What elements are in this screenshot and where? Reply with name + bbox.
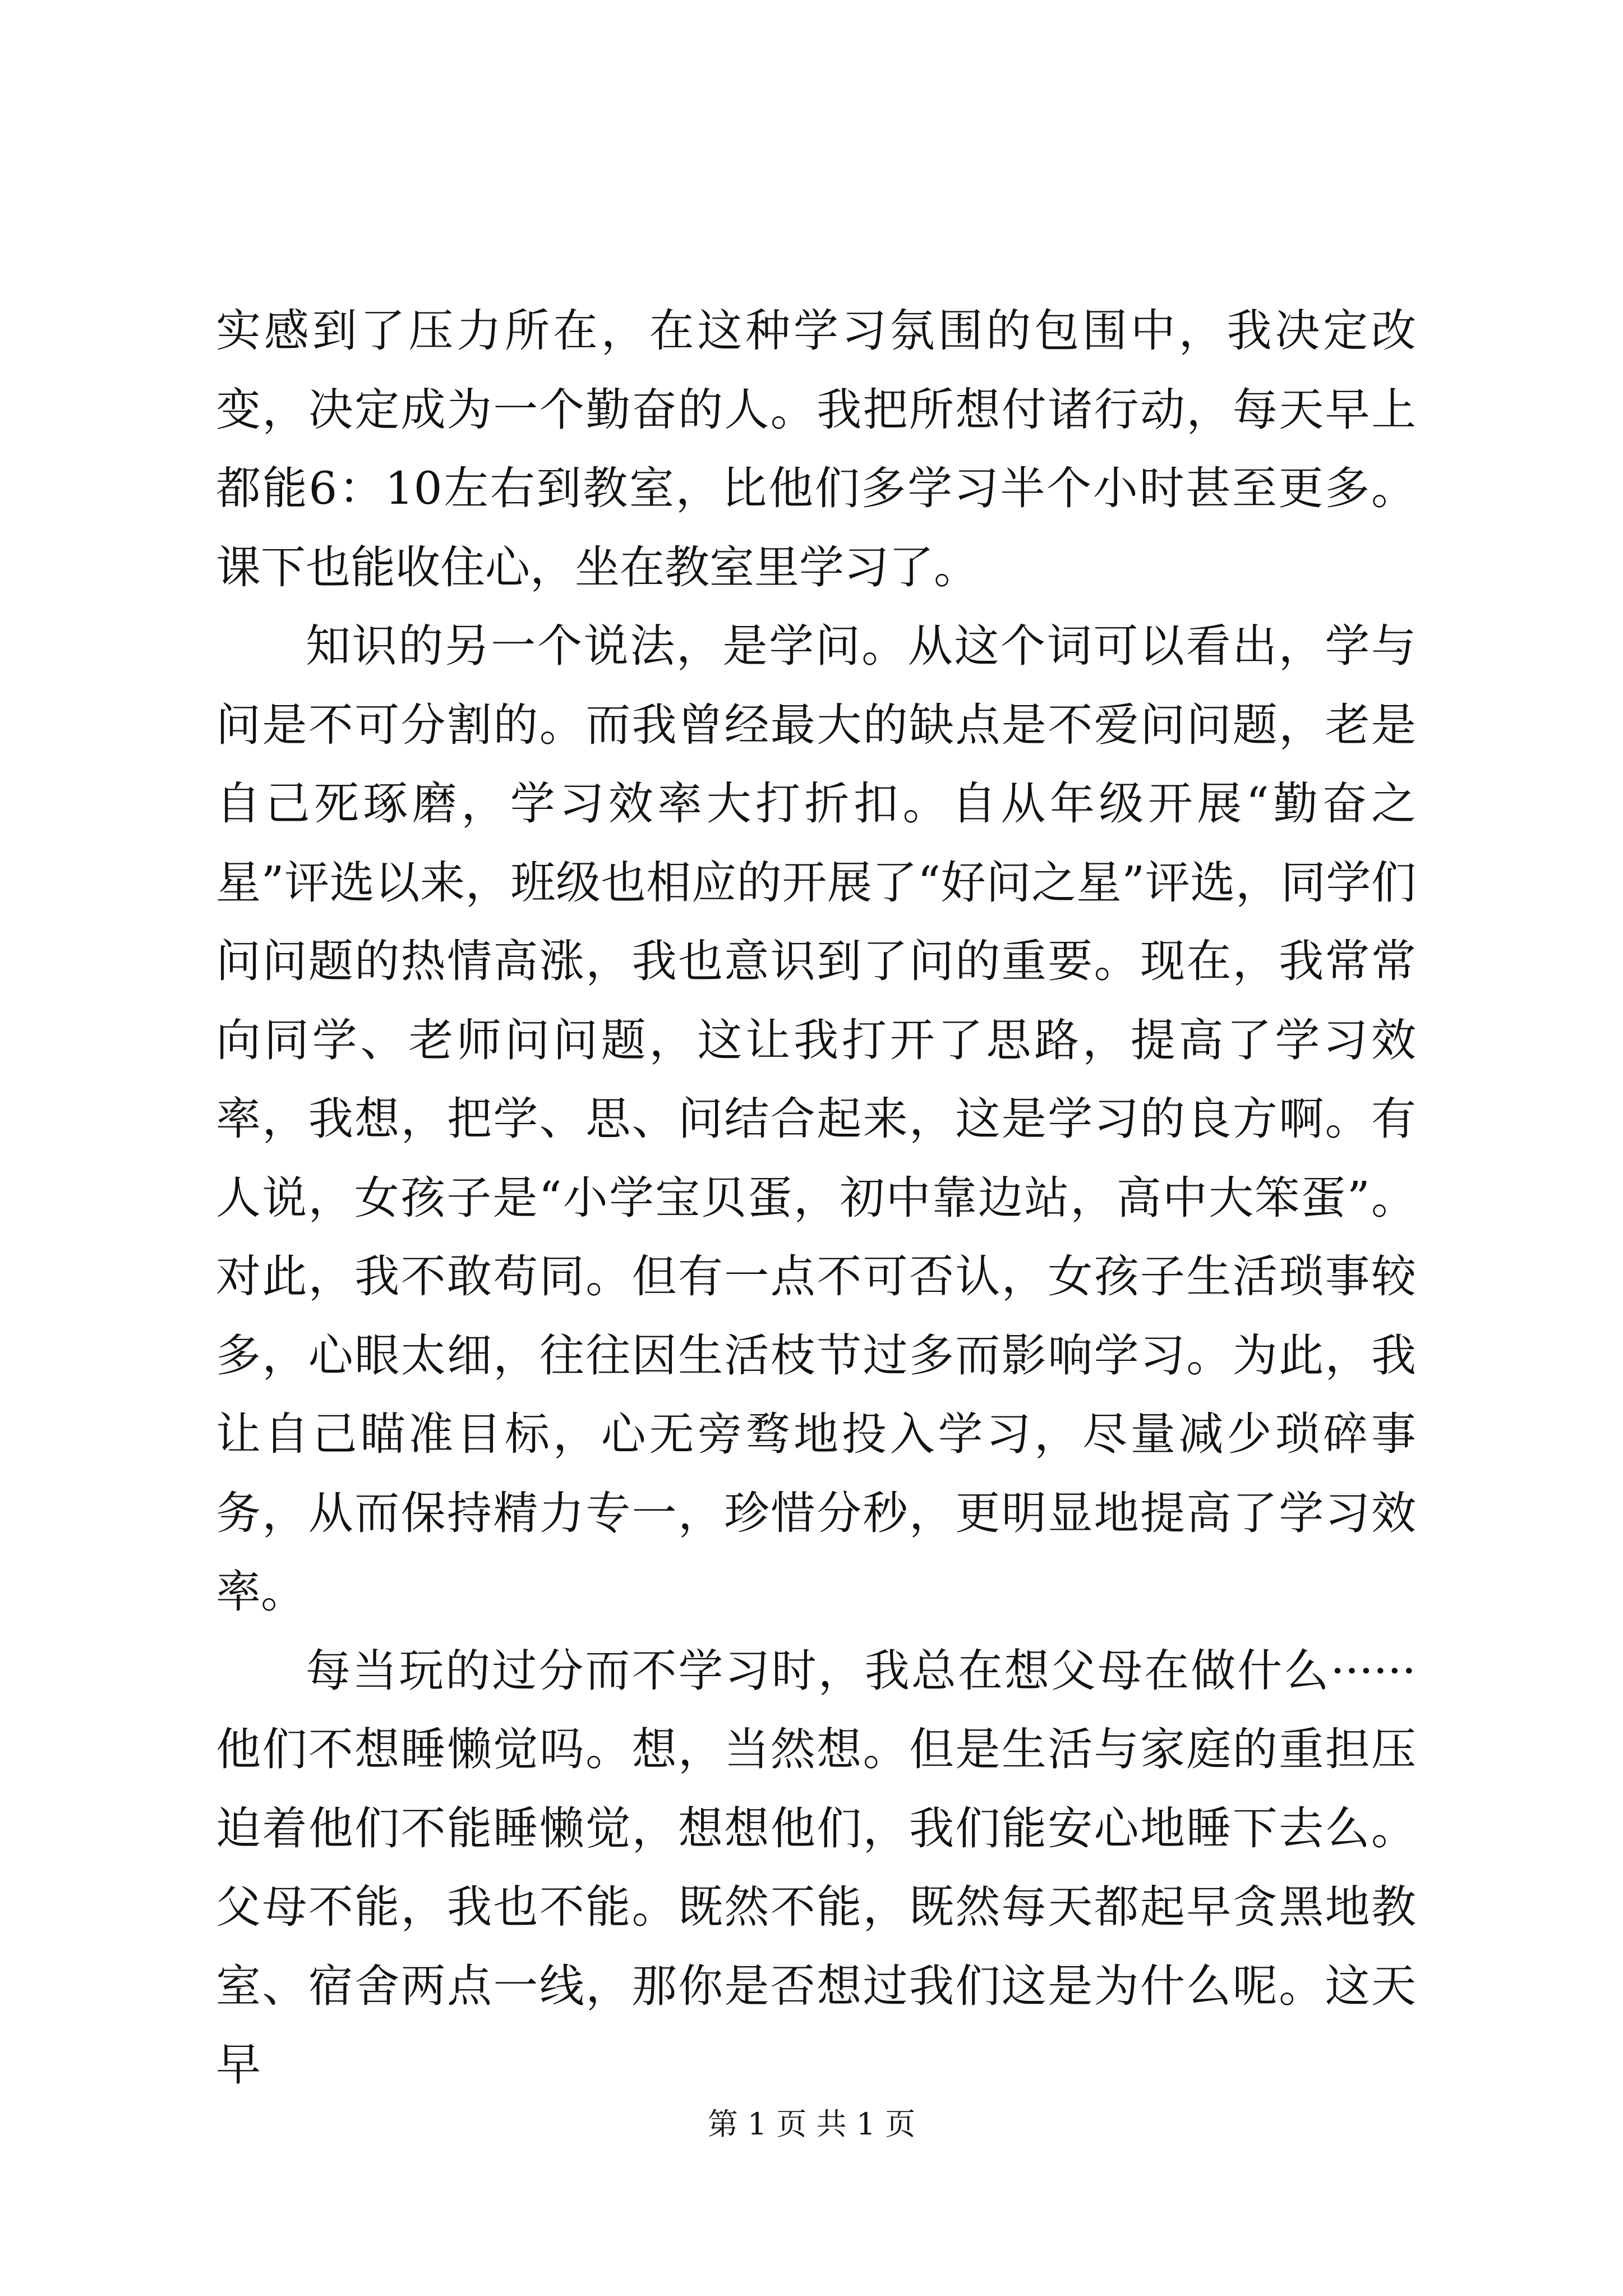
paragraph-1: 实感到了压力所在，在这种学习氛围的包围中，我决定改变，决定成为一个勤奋的人。我把所想付诸行动，每天早上都能6：10左右到教室，比他们多学习半个小时甚至更多。课下也能收住心，坐在教室里学习了。 <box>216 305 1416 593</box>
paragraph-3: 每当玩的过分而不学习时，我总在想父母在做什么······他们不想睡懒觉吗。想，当然想。但是生活与家庭的重担压迫着他们不能睡懒觉，想想他们，我们能安心地睡下去么。父母不能，我也不能。既然不能，既然每天都起早贪黑地教室、宿舍两点一线，那你是否想过我们这是为什么呢。这天早 <box>216 1644 1416 2091</box>
page-footer: 第 1 页 共 1 页 <box>707 2106 916 2142</box>
document-body <box>216 292 1416 2105</box>
paragraph-2: 知识的另一个说法，是学问。从这个词可以看出，学与问是不可分割的。而我曾经最大的缺点是不爱问问题，老是自己死琢磨，学习效率大打折扣。自从年级开展“勤奋之星”评选以来，班级也相应的开展了“好问之星”评选，同学们问问题的热情高涨，我也意识到了问的重要。现在，我常常向同学、老师问问题，这让我打开了思路，提高了学习效率，我想，把学、思、问结合起来，这是学习的良方啊。有人说，女孩子是“小学宝贝蛋，初中靠边站，高中大笨蛋”。对此，我不敢苟同。但有一点不可否认，女孩子生活琐事较多，心眼太细，往往因生活枝节过多而影响学习。为此，我让自己瞄准目标，心无旁骛地投入学习，尽量减少琐碎事务，从而保持精力专一，珍惜分秒，更明显地提高了学习效率。 <box>216 620 1416 1618</box>
